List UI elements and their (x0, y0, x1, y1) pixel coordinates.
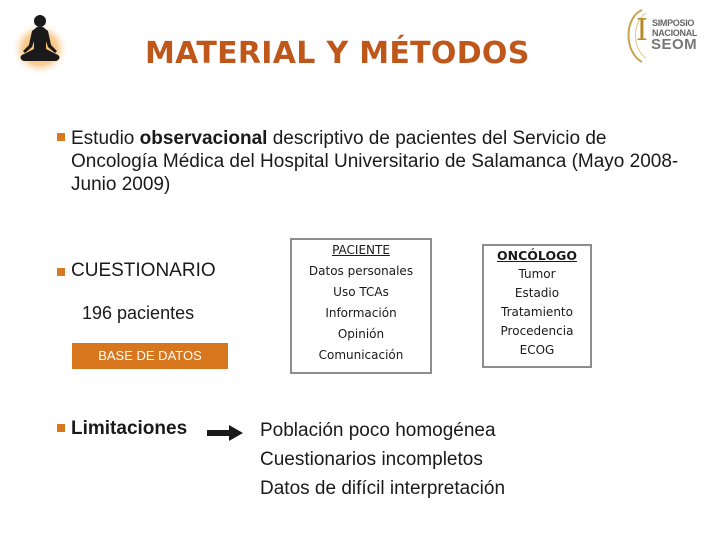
limitation-item: Datos de difícil interpretación (260, 478, 506, 499)
patient-item: Información (325, 306, 397, 320)
patient-item: Datos personales (308, 264, 414, 278)
oncologist-box (482, 244, 592, 368)
arrow-right-icon (207, 425, 243, 441)
patient-box (290, 238, 432, 374)
logo-roman-numeral: I (636, 13, 648, 48)
study-description (71, 127, 691, 196)
limitation-item: Cuestionarios incompletos (260, 449, 483, 470)
bullet-marker (57, 133, 65, 141)
oncologist-item: ECOG (519, 343, 555, 357)
limitations-label: Limitaciones (71, 418, 188, 439)
oncologist-item: Tumor (518, 267, 556, 281)
patient-item: Uso TCAs (333, 285, 389, 299)
study-bold: observacional (139, 128, 268, 149)
oncologist-box-title: ONCÓLOGO (497, 248, 577, 263)
patient-item: Opinión (337, 327, 385, 341)
patient-item: Comunicación (318, 348, 404, 362)
seom-logo (620, 4, 716, 66)
bullet-marker (57, 424, 65, 432)
oncologist-item: Procedencia (500, 324, 574, 338)
patient-box-title: PACIENTE (332, 243, 390, 257)
logo-line-2: NACIONAL (652, 28, 698, 38)
questionnaire-label: CUESTIONARIO (71, 260, 216, 281)
bullet-marker (57, 268, 65, 276)
logo-line-1: SIMPOSIO (652, 18, 695, 28)
oncologist-item: Estadio (514, 286, 560, 300)
logo-brand: SEOM (651, 36, 698, 53)
database-button[interactable]: BASE DE DATOS (72, 343, 228, 369)
study-rest: descriptivo de pacientes del Servicio de Oncología Médica del Hospital Universitario de Salamanca (Mayo 2008- Junio 2009) (71, 128, 679, 195)
meditation-figure-icon (10, 8, 70, 74)
study-prefix: Estudio (71, 128, 140, 149)
limitations-list (260, 416, 505, 503)
oncologist-item: Tratamiento (501, 305, 573, 319)
patient-count: 196 pacientes (82, 303, 195, 323)
limitation-item: Población poco homogénea (260, 420, 496, 441)
page-title: MATERIAL Y MÉTODOS (145, 36, 530, 71)
